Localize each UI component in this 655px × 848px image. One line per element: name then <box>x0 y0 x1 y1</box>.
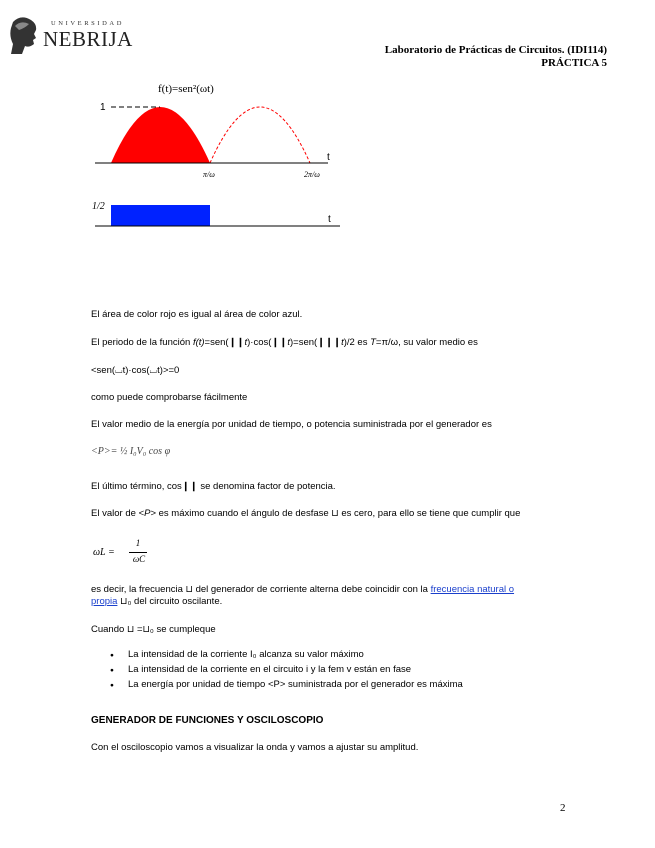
list-item: ● La energía por unidad de tiempo <P> suministrada por el generador es máxima <box>110 679 463 694</box>
practice-title: PRÁCTICA 5 <box>541 57 607 69</box>
link-propia[interactable]: propia <box>91 596 118 607</box>
figure2-x-label: t <box>328 214 331 225</box>
formula-mean-power: <P>= ½ I₀V₀ cos φ <box>91 446 171 457</box>
red-filled-lobe <box>111 107 210 163</box>
figure1-y-label: 1 <box>100 102 106 113</box>
figure1-title: f(t)=sen²(ωt) <box>158 83 214 95</box>
paragraph-natural-frequency: es decir, la frecuencia ⊔ del generador de corriente alterna debe coincidir con la frecuencia natural o propia ⊔₀ del circuito oscilante. <box>91 584 515 607</box>
tick-2pi-over-omega: 2π/ω <box>304 170 320 179</box>
paragraph-when: Cuando ⊔ =⊔₀ se cumpleque <box>91 624 216 635</box>
logo-university: UNIVERSIDAD <box>51 20 125 27</box>
formula-numerator: 1 <box>135 538 141 548</box>
paragraph-mean-power: El valor medio de la energía por unidad de tiempo, o potencia suministrada por el generador es <box>91 419 492 430</box>
figure-sin-squared <box>90 75 350 190</box>
tick-pi-over-omega: π/ω <box>203 170 215 179</box>
link-natural-frequency[interactable]: frecuencia natural o <box>430 584 515 595</box>
logo-name: NEBRIJA <box>43 27 133 51</box>
section-heading: GENERADOR DE FUNCIONES Y OSCILOSCOPIO <box>91 715 324 726</box>
fraction-bar <box>129 552 147 553</box>
bullet-list <box>110 649 463 694</box>
course-title: Laboratorio de Prácticas de Circuitos. (IDI114) <box>384 44 607 56</box>
list-item: ● La intensidad de la corriente I₀ alcanza su valor máximo <box>110 649 463 664</box>
figure1-x-label: t <box>327 152 330 163</box>
formula-denominator: ωC <box>132 554 146 564</box>
paragraph-oscilloscope: Con el osciloscopio vamos a visualizar la onda y vamos a ajustar su amplitud. <box>91 742 419 753</box>
logo-head-icon <box>7 16 43 56</box>
paragraph-easy-check: como puede comprobarse fácilmente <box>91 392 248 403</box>
figure2-y-label: 1/2 <box>92 201 105 212</box>
paragraph-mean-zero: <sen(⌴t)·cos(⌴t)>=0 <box>91 365 180 376</box>
list-item: ● La intensidad de la corriente en el circuito i y la fem v están en fase <box>110 664 463 679</box>
paragraph-power-factor: El último término, cos❙❙ se denomina factor de potencia. <box>91 481 336 492</box>
red-dashed-lobe <box>210 107 310 163</box>
blue-average-area <box>111 205 210 226</box>
paragraph-areas: El área de color rojo es igual al área de color azul. <box>91 309 303 320</box>
paragraph-period: El periodo de la función f(t)=sen(❙❙t)·cos(❙❙t)=sen(❙❙❙t)/2 es T=π/ω, su valor medio es <box>91 337 478 348</box>
page-number: 2 <box>560 802 566 814</box>
figure-average <box>90 196 350 236</box>
formula-lhs: ωL = <box>93 547 115 558</box>
paragraph-max-power: El valor de <P> es máximo cuando el ángulo de desfase ⊔ es cero, para ello se tiene que cumplir que <box>91 508 521 519</box>
